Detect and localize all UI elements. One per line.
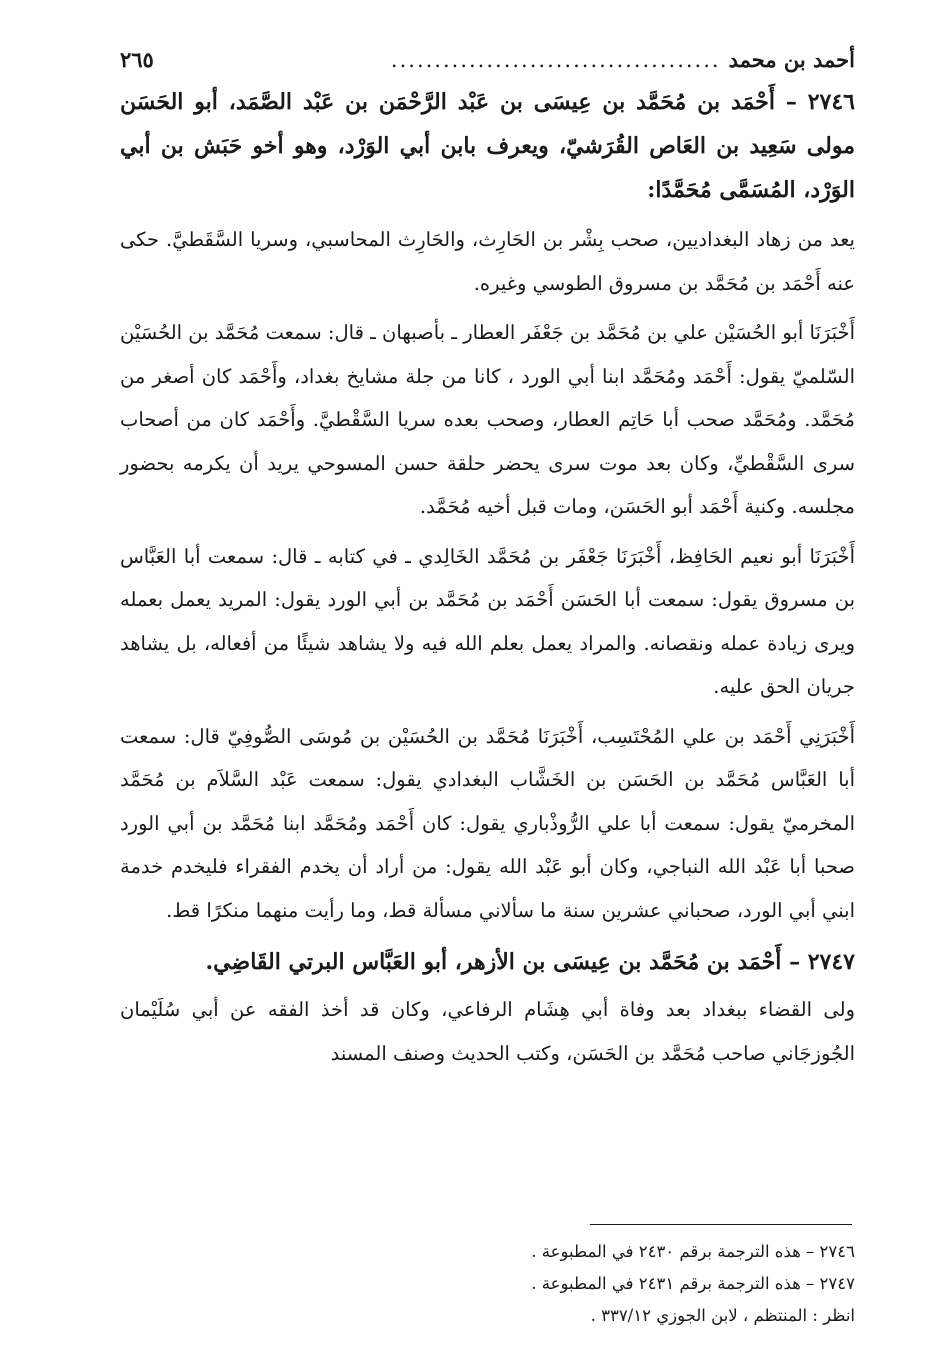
entry-paragraph: أَخْبَرَنِي أَحْمَد بن علي المُحْتَسِب، أَخْبَرَنَا مُحَمَّد بن الحُسَيْن بن مُوسَى الصُّوفِيّ قال: سمعت أبا العَبَّاس مُحَمَّد بن الحَسَن بن الخَشَّاب البغدادي يقول: سمعت عَبْد السَّلاَم بن مُحَمَّد المخرميّ يقول: سمعت أبا علي الرُّوذْباري يقول: كان أَحْمَد ومُحَمَّد ابنا مُحَمَّد بن أبي الورد صحبا أبا عَبْد الله النباجي، وكان أبو عَبْد الله يقول: من أراد أن يخدم الفقراء فليخدم خدمة ابني أبي الورد، صحباني عشرين سنة ما سألاني مسألة قط، وما رأيت منهما منكرًا قط. [120,724,855,922]
entry-paragraph: أَخْبَرَنَا أبو نعيم الحَافِظ، أَخْبَرَنَا جَعْفَر بن مُحَمَّد الخَالِدي ـ في كتابه ـ قال: سمعت أبا العَبَّاس بن مسروق يقول: سمعت أبا الحَسَن أَحْمَد بن مُحَمَّد بن أبي الورد يقول: المريد يعمل بعمله ويرى زيادة عمله ونقصانه. والمراد يعمل بعلم الله فيه ولا يشاهد شيئًا من أفعاله، بل يشاهد جريان الحق عليه. [120,544,855,698]
entry-paragraph: أَخْبَرَنَا أبو الحُسَيْن علي بن مُحَمَّد بن جَعْفَر العطار ـ بأصبهان ـ قال: سمعت مُحَمَّد بن الحُسَيْن السّلميّ يقول: أَحْمَد ومُحَمَّد ابنا أبي الورد ، كانا من جلة مشايخ بغداد، وأَحْمَد كان أصغر من مُحَمَّد. ومُحَمَّد صحب أبا حَاتِم العطار، وصحب بعده سريا السَّقْطيَّ. وأَحْمَد كان من أصحاب سرى السَّقْطيِّ، وكان بعد موت سرى يحضر حلقة حسن المسوحي يريد أن يكرمه بحضور مجلسه. وكنية أَحْمَد أبو الحَسَن، ومات قبل أخيه مُحَمَّد. [120,321,855,518]
page-body [120,40,855,1075]
footnote-item: انظر : المنتظم ، لابن الجوزي ٣٣٧/١٢ . [590,1306,855,1325]
header-leader-dots: ...................................... [390,48,721,72]
footnote-divider [590,1224,852,1225]
footnotes [335,1236,855,1332]
page-number: ٢٦٥ [120,47,154,72]
footnote-item: ٢٧٤٦ – هذه الترجمة برقم ٢٤٣٠ في المطبوعة . [531,1242,855,1261]
entry-paragraph: يعد من زهاد البغداديين، صحب بِشْر بن الحَارِث، والحَارِث المحاسبي، وسريا السَّقَطيَّ. حكى عنه أَحْمَد بن مُحَمَّد بن مسروق الطوسي وغيره. [120,228,855,295]
entry-2746 [120,80,855,932]
running-title: أحمد بن محمد [728,47,855,72]
entry-title: ٢٧٤٦ – أَحْمَد بن مُحَمَّد بن عِيسَى بن عَبْد الرَّحْمَن بن عَبْد الصَّمَد، أبو الحَسَن مولى سَعِيد بن العَاص القُرَشيّ، ويعرف بابن أبي الوَرْد، وهو أخو حَبَش بن أبي الوَرْد، المُسَمَّى مُحَمَّدًا: [120,89,855,203]
entry-title: ٢٧٤٧ – أَحْمَد بن مُحَمَّد بن عِيسَى بن الأزهر، أبو العَبَّاس البرتي القَاضِي. [205,949,855,975]
entry-2747 [120,940,855,1075]
running-header [120,40,855,80]
entry-paragraph: ولى القضاء ببغداد بعد وفاة أبي هِشَام الرفاعي، وكان قد أخذ الفقه عن أبي سُلَيْمان الجُوزجَاني صاحب مُحَمَّد بن الحَسَن، وكتب الحديث وصنف المسند [120,998,855,1065]
footnote-item: ٢٧٤٧ – هذه الترجمة برقم ٢٤٣١ في المطبوعة . [531,1274,855,1293]
